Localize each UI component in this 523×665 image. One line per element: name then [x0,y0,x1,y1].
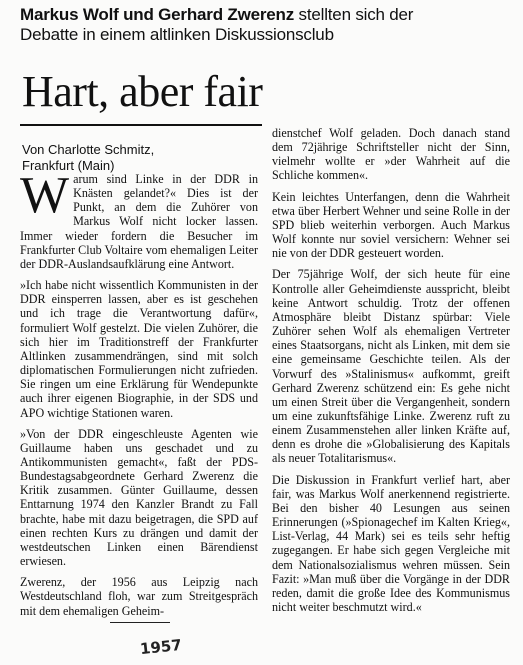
paragraph-5: dienstchef Wolf geladen. Doch danach stand dem 72jährige Schriftsteller nicht der Sinn, vielmehr wollte er »der Wahrheit auf die Schliche kommen«. [272,126,510,183]
article-column-2 [272,126,510,621]
byline-author: Von Charlotte Schmitz, [22,142,155,157]
byline-location: Frankfurt (Main) [22,158,115,173]
kicker-line-1 [20,5,515,25]
paragraph-2: »Ich habe nicht wissentlich Kommunisten in der DDR einsperren lassen, aber es ist geschehen und ich trage die Verantwortung dafür«, formuliert Wolf gestelzt. Die vielen Zuhörer, die sich hier im Traditionstreff der Frankfurter Altlinken zusammendrängen, sind mit solch diplomatischen Formulierungen nicht zufrieden. Sie ringen um eine Erklärung für Wendepunkte auch ihrer eigenen Biographie, in der SDS und APO wichtige Stationen waren. [20,278,258,420]
paragraph-3: »Von der DDR eingeschleuste Agenten wie Guillaume haben uns geschadet und zu Antikommunisten gemacht«, faßt der PDS-Bundestagsabgeordnete Gerhard Zwerenz die Kritik zusammen. Günter Guillaume, dessen Enttarnung 1974 den Kanzler Brandt zu Fall brachte, habe mit dazu beigetragen, die SPD auf einen rechten Kurs zu drängen und damit der westdeutschen Linken einen Bärendienst erwiesen. [20,426,258,569]
paragraph-7: Der 75jährige Wolf, der sich heute für eine Kontrolle aller Geheimdienste ausspricht, bleibt keine Antwort schuldig. Trotz der offenen Atmosphäre bleibt Distanz spürbar: Viele Zuhörer sehen Wolf als ehemaligen Vertreter eines Staatsorgans, nicht als Linken, mit dem sie eine gemeinsame Geschichte teilen. Als der Vorwurf des »Stalinismus« aufkommt, greift Gerhard Zwerenz schützend ein: Es gehe nicht um einen Streit über die Vergangenheit, sondern um eine zukunftsfähige Linke. Zwerenz ruft zu einem Zusammenstehen aller linken Kräfte auf, denn es drohe die »Globalisierung des Kapitals als neuer Totalitarismus«. [272,267,510,466]
headline-rule [20,124,262,126]
kicker-names: Markus Wolf und Gerhard Zwerenz [20,5,295,24]
paragraph-6: Kein leichtes Unterfangen, denn die Wahrheit etwa über Herbert Wehner und seine Rolle in der SPD blieb weiterhin verborgen. Auch Markus Wolf konnte nur soviel versichern: Wehner sei nie von der DDR gesteuert worden. [272,189,510,261]
article-column-1 [20,167,258,625]
paragraph-1-text: arum sind Linke in der DDR in Knästen gelandet?« Dies ist der Punkt, an dem die Zuhörer von Markus Wolf nicht locker lassen. Immer wieder fordern die Besucher im Frankfurter Club Voltaire vom ehemaligen Leiter der DDR-Auslandsaufklärung eine Antwort. [20,172,258,271]
handwritten-note: 1957 [139,635,183,659]
kicker-rest: stellten sich der [294,5,414,24]
kicker-line-2: Debatte in einem altlinken Diskussionsclub [20,25,334,44]
article-kicker [20,5,515,45]
paragraph-8: Die Diskussion in Frankfurt verlief hart, aber fair, was Markus Wolf anerkennend registrierte. Bei den bisher 40 Lesungen aus seinen Erinnerungen (»Spionagechef im Kalten Krieg«, List-Verlag, 44 Mark) sei es teils sehr heftig zugegangen. Er habe sich gegen Vergleiche mit dem Nationalsozialismus wehren müssen. Sein Fazit: »Man muß über die Vorgänge in der DDR reden, damit die große Idee des Kommunismus nicht weiter beschmutzt wird.« [272,472,510,614]
article-headline: Hart, aber fair [22,67,263,116]
handwritten-underline [110,622,170,623]
drop-cap: W [20,167,70,224]
paragraph-1 [20,167,258,271]
paragraph-4: Zwerenz, der 1956 aus Leipzig nach Westdeutschland floh, war zum Streitgespräch mit dem ehemaligen Geheim- [20,575,258,618]
